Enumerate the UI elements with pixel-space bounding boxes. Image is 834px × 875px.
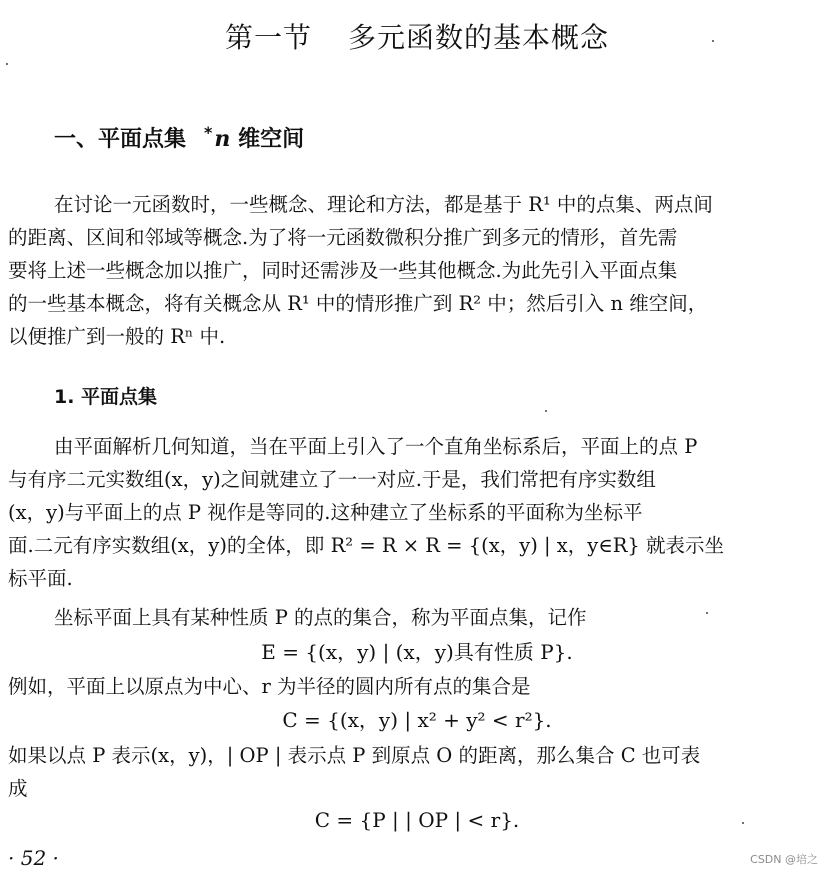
text-line: 以便推广到一般的 Rⁿ 中. xyxy=(8,325,226,348)
formula-C-circle: C = {(x，y) | x² + y² < r²}. xyxy=(282,708,552,732)
scan-speck xyxy=(706,612,708,614)
scan-speck xyxy=(6,63,8,65)
section-number: 第一节 xyxy=(224,21,312,54)
text-line: 例如，平面上以原点为中心、r 为半径的圆内所有点的集合是 xyxy=(8,675,531,698)
subsection-heading xyxy=(54,122,304,153)
scan-speck xyxy=(742,822,744,824)
subheading-plane-point-set: 1. 平面点集 xyxy=(54,386,158,408)
formula-C-distance: C = {P | | OP | < r}. xyxy=(314,808,520,832)
paragraph-coordinates xyxy=(8,430,793,595)
watermark-text: CSDN @培之 xyxy=(750,853,818,866)
scan-speck xyxy=(545,410,547,412)
formula-E: E = {(x，y) | (x，y)具有性质 P}. xyxy=(261,640,573,664)
text-line: 标平面. xyxy=(8,567,73,590)
text-line: 坐标平面上具有某种性质 P 的点的集合，称为平面点集，记作 xyxy=(54,606,587,629)
text-line: (x，y)与平面上的点 P 视作是等同的.这种建立了坐标系的平面称为坐标平 xyxy=(8,501,643,524)
section-title xyxy=(0,16,834,56)
heading-n: n xyxy=(214,126,231,152)
text-line: 成 xyxy=(8,777,28,800)
text-line: 的距离、区间和邻域等概念.为了将一元函数微积分推广到多元的情形，首先需 xyxy=(8,226,678,249)
text-line: 面.二元有序实数组(x，y)的全体，即 R² = R × R = {(x，y) | x，y∈R} 就表示坐 xyxy=(8,534,725,557)
section-name: 多元函数的基本概念 xyxy=(348,21,610,54)
text-line: 与有序二元实数组(x，y)之间就建立了一一对应.于是，我们常把有序实数组 xyxy=(8,468,656,491)
text-line: 如果以点 P 表示(x，y)，| OP | 表示点 P 到原点 O 的距离，那么集合 C 也可表 xyxy=(8,744,701,767)
intro-paragraph xyxy=(8,188,793,353)
heading-tail: 维空间 xyxy=(238,127,305,152)
scan-speck xyxy=(712,40,714,42)
page-number: · 52 · xyxy=(8,846,59,870)
text-line: 的一些基本概念，将有关概念从 R¹ 中的情形推广到 R² 中；然后引入 n 维空间， xyxy=(8,292,708,315)
text-line: 由平面解析几何知道，当在平面上引入了一个直角坐标系后，平面上的点 P xyxy=(54,435,698,458)
text-line: 要将上述一些概念加以推广，同时还需涉及一些其他概念.为此先引入平面点集 xyxy=(8,259,678,282)
optional-star: * xyxy=(204,122,213,142)
text-line: 在讨论一元函数时，一些概念、理论和方法，都是基于 R¹ 中的点集、两点间 xyxy=(54,193,713,216)
subsection-heading-text: 一、平面点集 xyxy=(54,127,187,152)
